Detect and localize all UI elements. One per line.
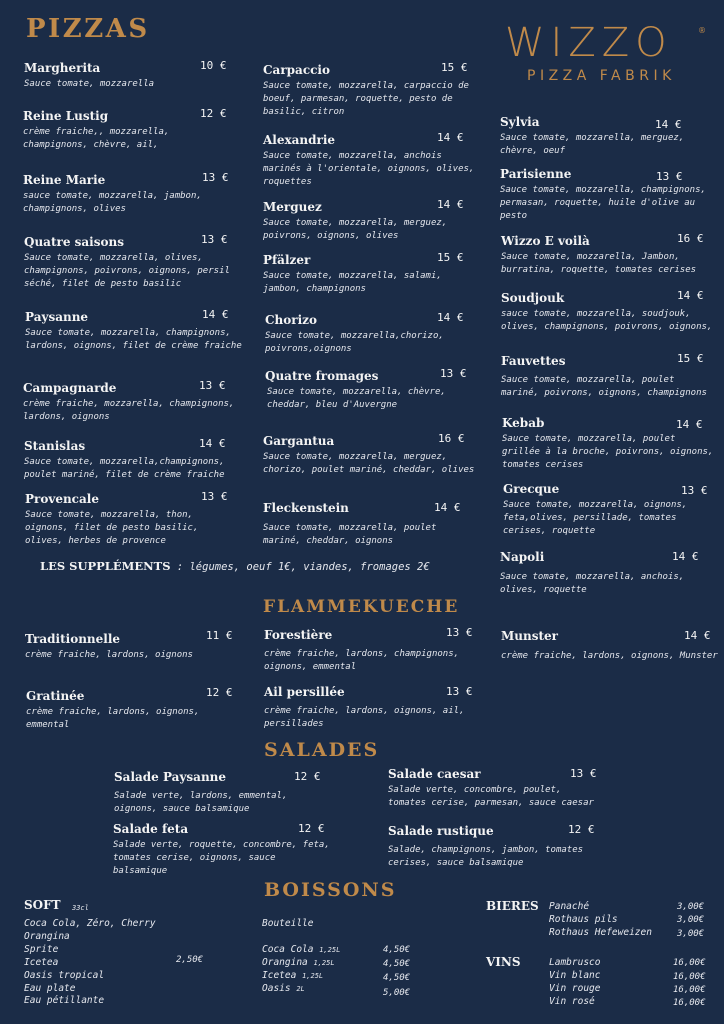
item-name: Salade Paysanne	[114, 770, 227, 784]
item-description: Sauce tomate, mozzarella, chèvre, cheddar, bleu d'Auvergne	[267, 387, 446, 410]
drink-volume: 2L	[296, 984, 305, 993]
item-price: 13 €	[201, 233, 228, 246]
drink-item: Orangina	[24, 930, 70, 942]
menu-item	[24, 437, 254, 482]
item-name: Wizzo E voilà	[501, 234, 590, 248]
item-description: Sauce tomate, mozzarella, carpaccio de boeuf, parmesan, roquette, pesto de basilic, citron	[263, 81, 469, 117]
drink-price: 3,00€	[677, 915, 705, 925]
drink-name: Oasis	[262, 982, 291, 994]
drink-item: Vin rouge	[549, 982, 601, 994]
drink-item: Oasis tropical	[24, 969, 105, 981]
drink-item: Lambrusco	[549, 957, 601, 968]
menu-item	[263, 198, 478, 243]
menu-item	[503, 480, 718, 538]
item-name: Salade caesar	[388, 767, 481, 781]
item-price: 14 €	[676, 418, 703, 431]
item-price: 14 €	[437, 311, 464, 324]
registered-mark: ®	[698, 26, 706, 35]
menu-item	[25, 308, 250, 353]
item-price: 15 €	[437, 251, 464, 264]
item-description: Sauce tomate, mozzarella,champignons, poulet mariné, filet de crème fraiche	[24, 457, 225, 480]
drink-price: 3,00€	[677, 929, 705, 939]
supplements-text: : légumes, oeuf 1€, viandes, fromages 2€	[170, 561, 430, 573]
item-name: Gratinée	[26, 689, 85, 703]
drink-name: Orangina	[262, 956, 308, 968]
item-price: 14 €	[655, 118, 682, 131]
item-description: crème fraiche, lardons, oignons	[25, 650, 193, 660]
item-description: Sauce tomate, mozzarella, olives, champignons, poivrons, oignons, persil séché, filet de pesto basilic	[24, 253, 230, 289]
item-price: 16 €	[677, 232, 704, 245]
menu-item	[25, 490, 240, 548]
section-title-flammekueche: FLAMMEKUECHE	[263, 597, 460, 617]
item-price: 15 €	[441, 61, 468, 74]
item-description: crème fraiche, lardons, oignons, Munster	[501, 651, 718, 661]
menu-item	[501, 352, 716, 400]
item-price: 14 €	[684, 629, 711, 642]
drink-item: Eau plate	[24, 982, 76, 994]
drink-item	[262, 957, 340, 970]
drink-item: Vin blanc	[549, 969, 601, 981]
item-name: Soudjouk	[501, 291, 565, 305]
menu-item	[26, 687, 241, 732]
item-description: Sauce tomate, mozzarella, champignons, permasan, roquette, huile d'olive au pesto	[500, 185, 706, 221]
drink-price: 5,00€	[383, 988, 411, 998]
menu-item	[263, 61, 483, 119]
item-name: Traditionnelle	[25, 632, 121, 646]
item-price: 14 €	[672, 550, 699, 563]
drink-volume: 1,25L	[313, 958, 335, 967]
menu-item	[263, 131, 478, 189]
menu-item	[24, 233, 244, 291]
menu-item	[263, 251, 478, 296]
drink-item	[262, 944, 340, 957]
item-name: Fauvettes	[501, 354, 566, 368]
item-description: Salade, champignons, jambon, tomates cerises, sauce balsamique	[388, 845, 584, 868]
section-title-boissons: BOISSONS	[264, 879, 397, 901]
item-name: Margherita	[24, 61, 101, 75]
item-price: 14 €	[434, 501, 461, 514]
menu-item	[113, 820, 333, 878]
item-name: Provencale	[25, 492, 99, 506]
item-name: Quatre fromages	[265, 369, 379, 383]
item-name: Sylvia	[500, 115, 540, 129]
item-description: Sauce tomate, mozzarella, salami, jambon, champignons	[263, 271, 442, 294]
logo-subtitle: PIZZA FABRIK	[527, 68, 676, 84]
item-description: Sauce tomate, mozzarella,chorizo, poivrons,oignons	[265, 331, 444, 354]
item-price: 14 €	[437, 131, 464, 144]
menu-item	[114, 768, 329, 816]
menu-item	[25, 630, 240, 662]
item-name: Carpaccio	[263, 63, 330, 77]
menu-item	[388, 822, 608, 870]
item-description: Sauce tomate, mozzarella, anchois, olives, roquette	[500, 572, 685, 595]
drink-name: Coca Cola	[262, 944, 314, 955]
item-name: Stanislas	[24, 439, 86, 453]
item-price: 13 €	[202, 171, 229, 184]
item-price: 12 €	[206, 686, 233, 699]
item-description: Sauce tomate, mozzarella, oignons, feta,olives, persillade, tomates cerises, roquette	[503, 500, 688, 536]
menu-item	[23, 171, 238, 216]
item-price: 14 €	[202, 308, 229, 321]
item-description: Sauce tomate, mozzarella, merguez, chorizo, poulet mariné, cheddar, olives	[263, 452, 475, 475]
item-name: Alexandrie	[263, 133, 336, 147]
item-name: Reine Marie	[23, 173, 106, 187]
drink-volume: 1,25L	[302, 971, 324, 980]
item-description: Sauce tomate, mozzarella, poulet mariné, cheddar, oignons	[263, 523, 437, 546]
item-description: sauce tomate, mozzarella, soudjouk, olives, champignons, poivrons, oignons,	[501, 309, 713, 332]
item-name: Paysanne	[25, 310, 89, 324]
item-price: 10 €	[200, 59, 227, 72]
item-description: crème fraiche, lardons, oignons, ail, persillades	[264, 706, 465, 729]
item-name: Ail persillée	[264, 685, 345, 699]
item-description: crème fraiche, lardons, champignons, oignons, emmental	[264, 649, 460, 672]
item-description: crème fraiche, lardons, oignons, emmental	[26, 707, 200, 730]
section-title-salades: SALADES	[264, 739, 380, 761]
soft-list	[24, 918, 156, 1008]
item-name: Salade rustique	[388, 824, 494, 838]
item-description: Sauce tomate, mozzarella, poulet grillée à la broche, poivrons, oignons, tomates cerises	[502, 434, 714, 470]
drink-price: 4,50€	[383, 945, 411, 955]
drink-name: Icetea	[262, 969, 297, 981]
item-price: 14 €	[437, 198, 464, 211]
item-name: Pfälzer	[263, 253, 311, 267]
menu-item	[500, 548, 718, 597]
item-price: 12 €	[568, 823, 595, 836]
menu-item	[501, 232, 723, 277]
item-description: Sauce tomate, mozzarella	[24, 79, 155, 89]
item-name: Napoli	[500, 550, 545, 564]
item-price: 13 €	[446, 685, 473, 698]
vins-list	[549, 957, 600, 1009]
item-price: 11 €	[206, 629, 233, 642]
drink-item: Coca Cola, Zéro, Cherry	[24, 918, 156, 929]
item-description: Sauce tomate, mozzarella, merguez, poivrons, oignons, olives	[263, 218, 448, 241]
item-name: Kebab	[502, 416, 545, 430]
item-name: Chorizo	[265, 313, 317, 327]
item-price: 15 €	[677, 352, 704, 365]
menu-item	[24, 59, 234, 91]
item-name: Munster	[501, 629, 558, 643]
soft-volume: 33cl	[72, 904, 89, 912]
item-price: 13 €	[201, 490, 228, 503]
drink-item: Panaché	[549, 901, 590, 912]
menu-item	[502, 414, 717, 472]
drink-price: 16,00€	[673, 985, 706, 995]
menu-item	[263, 432, 481, 477]
bieres-heading: BIERES	[486, 899, 539, 913]
supplements-label: LES SUPPLÉMENTS	[40, 559, 171, 573]
menu-item	[501, 627, 723, 663]
menu-item	[500, 113, 720, 158]
drink-price: 3,00€	[677, 902, 705, 912]
soft-price: 2,50€	[176, 955, 204, 965]
drink-price: 16,00€	[673, 998, 706, 1008]
item-description: Sauce tomate, mozzarella, thon, oignons, filet de pesto basilic, olives, herbes de provence	[25, 510, 199, 546]
drink-volume: 1,25L	[319, 946, 341, 954]
item-price: 14 €	[199, 437, 226, 450]
item-name: Salade feta	[113, 822, 189, 836]
drink-price: 16,00€	[673, 972, 706, 982]
drink-item: Rothaus pils	[549, 913, 618, 925]
menu-item	[264, 683, 479, 731]
bouteille-list	[262, 944, 340, 996]
item-description: sauce tomate, mozzarella, jambon, champignons, olives	[23, 191, 202, 214]
item-description: Sauce tomate, mozzarella, poulet mariné, poivrons, oignons, champignons	[501, 375, 707, 398]
drink-item	[262, 970, 340, 983]
drink-item: Rothaus Hefeweizen	[549, 926, 652, 938]
item-name: Gargantua	[263, 434, 335, 448]
item-name: Parisienne	[500, 167, 572, 181]
item-name: Reine Lustig	[23, 109, 109, 123]
drink-price: 4,50€	[383, 959, 411, 969]
item-description: Sauce tomate, mozzarella, champignons, lardons, oignons, filet de crème fraiche	[25, 328, 242, 351]
drink-item: Vin rosé	[549, 995, 595, 1007]
drink-item: Sprite	[24, 943, 59, 955]
item-description: Sauce tomate, mozzarella, Jambon, burratina, roquette, tomates cerises	[501, 252, 697, 275]
item-price: 13 €	[440, 367, 467, 380]
item-price: 13 €	[446, 626, 473, 639]
menu-item	[388, 765, 603, 810]
item-description: Salade verte, roquette, concombre, feta, tomates cerise, oignons, sauce balsamique	[113, 840, 330, 876]
item-price: 14 €	[677, 289, 704, 302]
drink-item	[262, 983, 340, 996]
item-price: 13 €	[656, 170, 683, 183]
section-title-pizzas: PIZZAS	[26, 14, 150, 44]
bieres-list	[549, 901, 652, 940]
menu-item	[263, 499, 478, 548]
menu-item	[265, 367, 480, 412]
item-name: Merguez	[263, 200, 322, 214]
item-name: Forestière	[264, 628, 333, 642]
item-price: 13 €	[681, 484, 708, 497]
item-description: Sauce tomate, mozzarella, merguez, chèvre, oeuf	[500, 133, 685, 156]
menu-item	[500, 165, 724, 223]
item-description: Salade verte, lardons, emmental, oignons, sauce balsamique	[114, 791, 288, 814]
item-price: 12 €	[294, 770, 321, 783]
wizzo-logo	[505, 20, 710, 94]
menu-item	[501, 289, 723, 334]
item-name: Quatre saisons	[24, 235, 124, 249]
vins-heading: VINS	[486, 955, 521, 969]
item-name: Fleckenstein	[263, 501, 349, 515]
menu-item	[265, 311, 480, 356]
item-price: 16 €	[438, 432, 465, 445]
drink-item: Icetea	[24, 956, 59, 968]
item-name: Campagnarde	[23, 381, 117, 395]
item-price: 12 €	[200, 107, 227, 120]
menu-item	[264, 626, 484, 674]
item-description: crème fraiche,, mozzarella, champignons, chèvre, ail,	[23, 127, 170, 150]
soft-heading: SOFT	[24, 898, 61, 912]
item-price: 12 €	[298, 822, 325, 835]
item-description: Salade verte, concombre, poulet, tomates cerise, parmesan, sauce caesar	[388, 785, 594, 808]
item-description: crème fraiche, mozzarella, champignons, lardons, oignons	[23, 399, 235, 422]
item-description: Sauce tomate, mozzarella, anchois marinés à l'orientale, oignons, olives, roquettes	[263, 151, 475, 187]
drink-price: 16,00€	[673, 958, 706, 968]
menu-item	[23, 107, 233, 152]
drink-price: 4,50€	[383, 973, 411, 983]
menu-item	[23, 379, 253, 424]
logo-wordmark: WIZZO	[505, 20, 673, 66]
bouteille-heading: Bouteille	[262, 918, 314, 929]
supplements-line	[40, 557, 430, 575]
item-price: 13 €	[199, 379, 226, 392]
drink-item: Eau pétillante	[24, 995, 105, 1007]
item-price: 13 €	[570, 767, 597, 780]
item-name: Grecque	[503, 482, 560, 496]
